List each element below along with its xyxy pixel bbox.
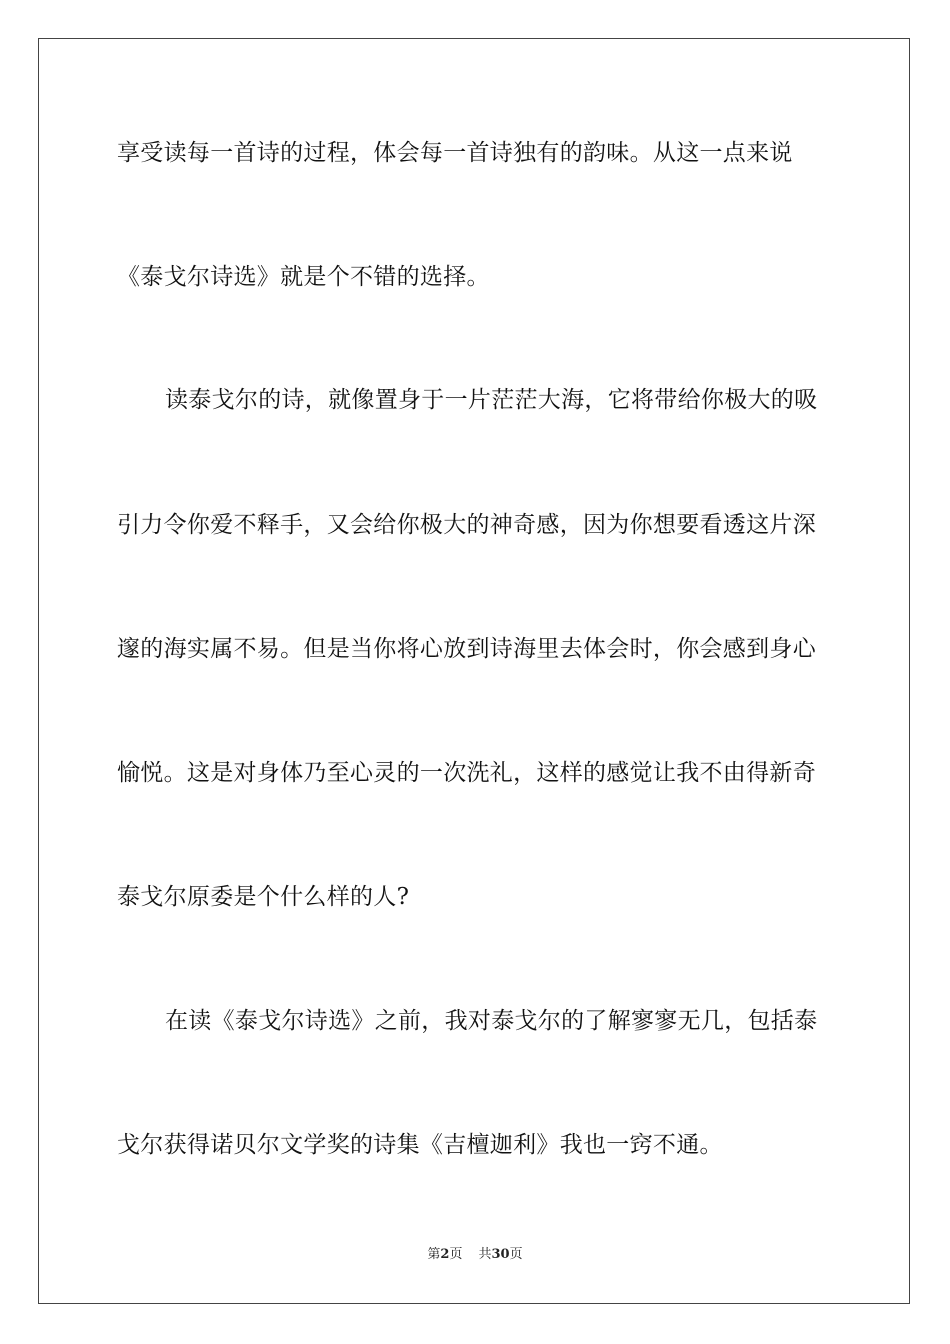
text-line: 戈尔获得诺贝尔文学奖的诗集《吉檀迦利》我也一窍不通。 xyxy=(117,1132,723,1158)
page-footer xyxy=(0,1247,950,1263)
text-line: 愉悦。这是对身体乃至心灵的一次洗礼，这样的感觉让我不由得新奇 xyxy=(117,760,816,786)
text-line: 享受读每一首诗的过程，体会每一首诗独有的韵味。从这一点来说 xyxy=(117,140,793,166)
text-line: 《泰戈尔诗选》就是个不错的选择。 xyxy=(117,264,490,290)
page-suffix: 页 xyxy=(449,1247,463,1262)
text-line: 邃的海实属不易。但是当你将心放到诗海里去体会时，你会感到身心 xyxy=(117,636,816,662)
page-prefix: 第 xyxy=(427,1247,441,1262)
page-number: 2 xyxy=(440,1247,450,1262)
text-line-paragraph-start: 读泰戈尔的诗，就像置身于一片茫茫大海，它将带给你极大的吸 xyxy=(165,387,818,413)
text-line-paragraph-start: 在读《泰戈尔诗选》之前，我对泰戈尔的了解寥寥无几，包括泰 xyxy=(165,1008,818,1034)
text-line: 泰戈尔原委是个什么样的人? xyxy=(117,884,410,910)
total-pages: 30 xyxy=(491,1247,510,1262)
text-line: 引力令你爱不释手，又会给你极大的神奇感，因为你想要看透这片深 xyxy=(117,512,816,538)
page-frame xyxy=(38,38,910,1304)
total-prefix: 共 xyxy=(478,1247,492,1262)
total-suffix: 页 xyxy=(509,1247,523,1262)
